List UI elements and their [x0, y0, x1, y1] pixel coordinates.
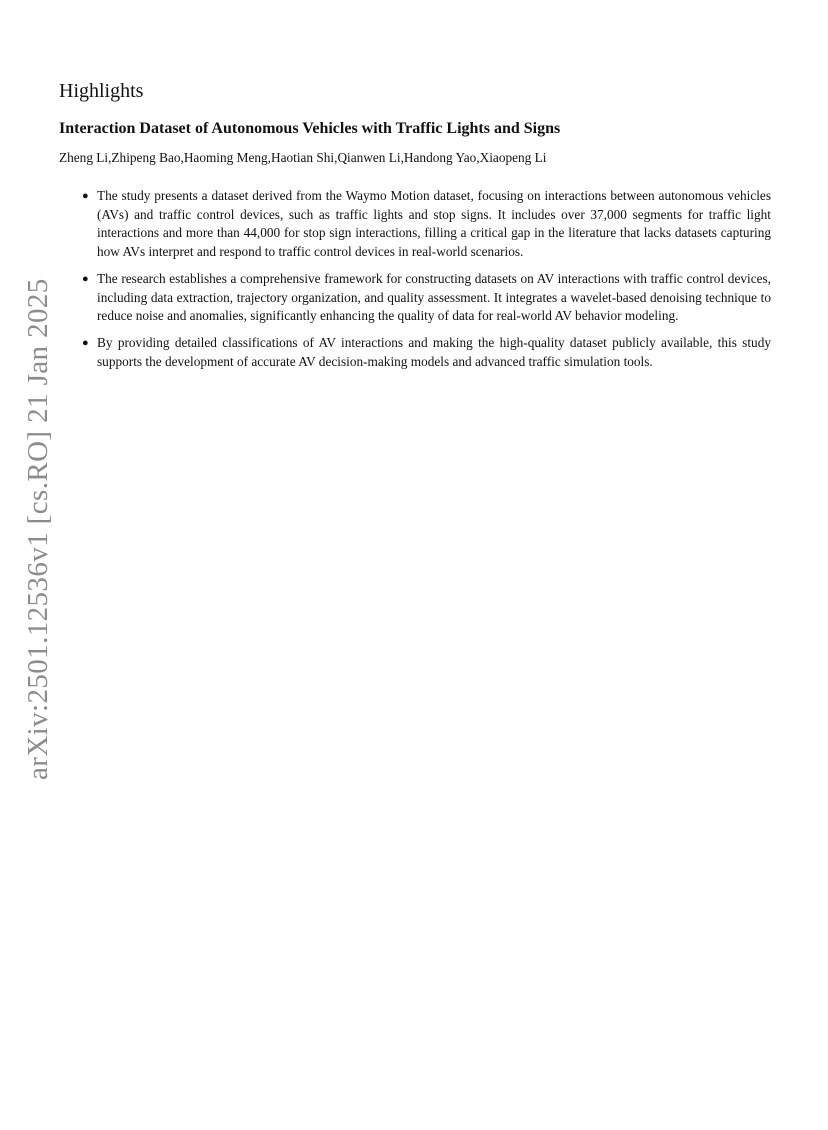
bullet-icon: ● [82, 272, 89, 285]
bullet-icon: ● [82, 336, 89, 349]
bullet-icon: ● [82, 190, 89, 202]
highlights-list [59, 187, 771, 371]
paper-title: Interaction Dataset of Autonomous Vehicles with Traffic Lights and Signs [59, 120, 561, 137]
highlight-item [59, 187, 771, 262]
highlight-text: The study presents a dataset derived from the Waymo Motion dataset, focusing on interactions between autonomous vehicles (AVs) and traffic control devices, such as traffic lights and stop signs. It includes over 37,000 segments for traffic light interactions and more than 44,000 for stop sign interactions, filling a critical gap in the literature that lacks datasets capturing how AVs interpret and respond to traffic control devices in real-world scenarios. [97, 188, 771, 260]
highlights-page [59, 78, 771, 379]
highlight-item [59, 270, 771, 326]
arxiv-identifier-stamp: arXiv:2501.12536v1 [cs.RO] 21 Jan 2025 [22, 278, 54, 780]
highlight-text: By providing detailed classifications of AV interactions and making the high-quality dataset publicly available, this study supports the development of accurate AV decision-making models and advanced traffic simulation tools. [97, 334, 771, 369]
author-list: Zheng Li,Zhipeng Bao,Haoming Meng,Haotian Shi,Qianwen Li,Handong Yao,Xiaopeng Li [59, 150, 547, 165]
section-heading: Highlights [59, 80, 144, 102]
highlight-text: The research establishes a comprehensive framework for constructing datasets on AV interactions with traffic control devices, including data extraction, trajectory organization, and quality assessment. It integrates a wavelet-based denoising technique to reduce noise and anomalies, significantly enhancing the quality of data for real-world AV behavior modeling. [97, 270, 771, 324]
highlight-item [59, 334, 771, 371]
